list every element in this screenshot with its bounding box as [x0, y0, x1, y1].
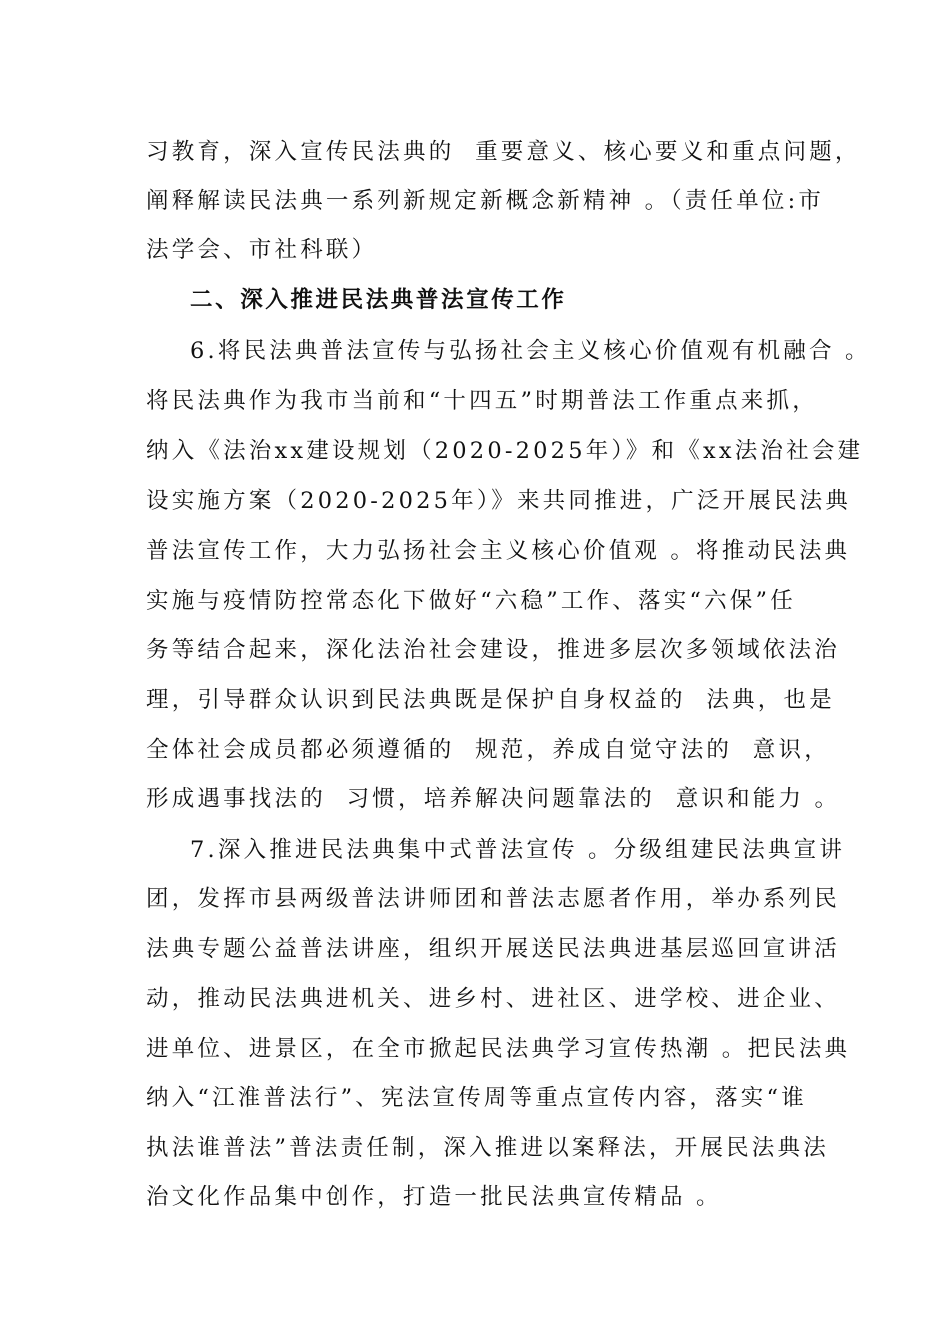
paragraph-7-line: 进单位、进景区，在全市掀起民法典学习宣传热潮 。把民法典	[146, 1036, 851, 1062]
paragraph-6-line: 理，引导群众认识到民法典既是保护自身权益的 法典，也是	[146, 687, 835, 713]
paragraph-6-line: 实施与疫情防控常态化下做好“六稳”工作、落实“六保”任	[146, 588, 796, 614]
paragraph-7-line: 治文化作品集中创作，打造一批民法典宣传精品 。	[146, 1184, 722, 1210]
section-heading: 二、深入推进民法典普法宣传工作	[190, 287, 567, 313]
paragraph-6-line: 6.将民法典普法宣传与弘扬社会主义核心价值观有机融合 。	[190, 338, 871, 364]
paragraph-6-line: 全体社会成员都必须遵循的 规范，养成自觉守法的 意识，	[146, 737, 830, 763]
paragraph-7-line: 纳入“江淮普法行”、宪法宣传周等重点宣传内容，落实“谁	[146, 1085, 807, 1111]
paragraph-6-line: 形成遇事找法的 习惯，培养解决问题靠法的 意识和能力 。	[146, 786, 841, 812]
continuation-line: 法学会、市社科联）	[146, 237, 378, 263]
paragraph-6-line: 普法宣传工作，大力弘扬社会主义核心价值观 。将推动民法典	[146, 538, 851, 564]
paragraph-7-line: 动，推动民法典进机关、进乡村、进社区、进学校、进企业、	[146, 986, 840, 1012]
paragraph-7-line: 执法谁普法”普法责任制，深入推进以案释法，开展民法典法	[146, 1135, 829, 1161]
paragraph-6-line: 将民法典作为我市当前和“十四五”时期普法工作重点来抓，	[146, 388, 818, 414]
continuation-line: 习教育，深入宣传民法典的 重要意义、核心要义和重点问题，	[146, 139, 861, 165]
paragraph-7-line: 团，发挥市县两级普法讲师团和普法志愿者作用，举办系列民	[146, 886, 840, 912]
continuation-line: 阐释解读民法典一系列新规定新概念新精神 。（责任单位:市	[146, 188, 825, 214]
paragraph-7-line: 7.深入推进民法典集中式普法宣传 。分级组建民法典宣讲	[190, 837, 846, 863]
paragraph-6-line: 设实施方案（2020-2025年）》来共同推进，广泛开展民法典	[146, 488, 852, 514]
paragraph-6-line: 纳入《法治xx建设规划（2020-2025年）》和《xx法治社会建	[146, 438, 864, 464]
paragraph-6-line: 务等结合起来，深化法治社会建设，推进多层次多领域依法治	[146, 637, 840, 663]
paragraph-7-line: 法典专题公益普法讲座，组织开展送民法典进基层巡回宣讲活	[146, 936, 840, 962]
